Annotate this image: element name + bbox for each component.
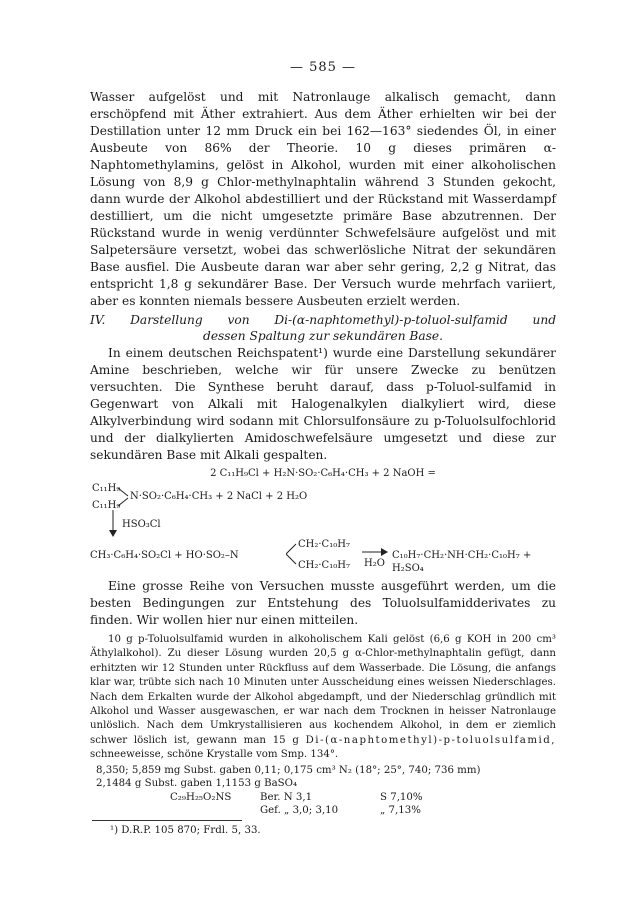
elemental-analysis-table <box>170 791 556 817</box>
found-n: Gef. „ 3,0; 3,10 <box>260 804 339 816</box>
reagent-label: HSO₃Cl <box>122 519 161 530</box>
equation-2 <box>90 482 556 512</box>
analysis-line-2: 2,1484 g Subst. gaben 1,1153 g BaSO₄ <box>96 778 298 790</box>
equation-3-substituent-bottom: CH₂·C₁₀H₇ <box>298 560 350 571</box>
calculated-n: Ber. N 3,1 <box>260 791 313 803</box>
analysis-block <box>90 764 556 791</box>
section-heading-line-2: dessen Spaltung zur sekundären Base. <box>203 329 443 343</box>
section-heading-line-1: IV. Darstellung von Di-(α-naphtomethyl)-p-toluol-sulfamid und <box>90 313 556 327</box>
equation-1: 2 C₁₁H₉Cl + H₂N·SO₂·C₆H₄·CH₃ + 2 NaOH = <box>210 468 436 479</box>
equation-3-left: CH₃·C₆H₄·SO₂Cl + HO·SO₂–N <box>90 550 239 561</box>
equation-3-water: H₂O <box>364 558 385 569</box>
experimental-end: schneeweisse, schöne Krystalle vom Smp. 134°. <box>90 749 339 761</box>
paragraph-2: In einem deutschen Reichspatent¹) wurde eine Darstellung sekundärer Amine beschrieben, welche wir für unsere Zwecke zu benützen versuchten. Die Synthese beruht darauf, dass p-Toluol-sulfamid in Gegenwart von Alkali mit Halogenalkylen dialkyliert wird, diese Alkylverbindung wird sodann mit Chlorsulfonsäure zu p-Toluolsulfochlorid und der dialkylierten Amidoschwefelsäure umgesetzt und diese zur sekundären Base mit Alkali gespalten. <box>90 346 556 462</box>
found-s: „ 7,13% <box>380 804 421 816</box>
paragraph-1: Wasser aufgelöst und mit Natronlauge alkalisch gemacht, dann erschöpfend mit Äther extrahiert. Aus dem Äther erhielten wir bei der Destillation unter 12 mm Druck ein bei 162—163° siedendes Öl, in einer Ausbeute von 86% der Theorie. 10 g dieses primären α-Naphtomethylamins, gelöst in Alkohol, wurden mit einer alkoholischen Lösung von 8,9 g Chlor-methylnaphtalin während 3 Stunden gekocht, dann wurde der Alkohol abdestilliert und der Rückstand mit Wasserdampf destilliert, um die nicht umgesetzte primäre Base abzutrennen. Der Rückstand wurde in wenig verdünnter Schwefelsäure aufgelöst und mit Salpetersäure versetzt, wobei das schwerlösliche Nitrat der sekundären Base ausfiel. Die Ausbeute daran war aber sehr gering, 2,2 g Nitrat, das entspricht 1,8 g sekundärer Base. Der Versuch wurde mehrfach variiert, aber es konnten niemals bessere Ausbeuten erzielt werden. <box>90 90 556 308</box>
formula: C₂₉H₂₅O₂NS <box>170 791 232 803</box>
down-arrow-icon <box>108 510 118 538</box>
section-heading <box>90 312 556 344</box>
experimental-paragraph <box>90 633 556 763</box>
page-number: — 585 — <box>289 60 357 75</box>
main-text-2 <box>90 578 556 629</box>
equation-2-main: N·SO₂·C₆H₄·CH₃ + 2 NaCl + 2 H₂O <box>130 491 308 502</box>
analysis-line-1: 8,350; 5,859 mg Subst. gaben 0,11; 0,175 cm³ N₂ (18°; 25°, 740; 736 mm) <box>96 764 481 776</box>
reagent-step <box>90 512 556 538</box>
calculated-s: S 7,10% <box>380 791 423 803</box>
equation-3 <box>90 538 556 572</box>
footnote-rule <box>92 820 242 821</box>
equation-3-right: C₁₀H₇·CH₂·NH·CH₂·C₁₀H₇ + H₂SO₄ <box>392 550 532 574</box>
equation-3-bonds <box>286 541 298 567</box>
footnote: ¹) D.R.P. 105 870; Frdl. 5, 33. <box>110 824 261 836</box>
equation-2-bonds <box>118 486 130 508</box>
right-arrow-icon <box>362 548 388 556</box>
reaction-scheme <box>90 467 556 572</box>
equation-2-substituent-top: C₁₁H₉ <box>92 483 121 494</box>
equation-2-substituent-bottom: C₁₁H₉ <box>92 500 121 511</box>
experimental-section <box>90 633 556 763</box>
page <box>90 60 556 837</box>
equation-3-substituent-top: CH₂·C₁₀H₇ <box>298 539 350 550</box>
compound-name: Di-(α-naphtomethyl)-p-toluolsulfamid, <box>305 734 556 746</box>
experimental-text: 10 g p-Toluolsulfamid wurden in alkoholischem Kali gelöst (6,6 g KOH in 200 cm³ Äthylalkohol). Zu dieser Lösung wurden 20,5 g α-Chlor-methylnaphtalin gefügt, dann erhitzten wir 12 Stunden unter Rückfluss auf dem Wasserbade. Die Lösung, die anfangs klar war, trübte sich nach 10 Minuten unter Ausscheidung eines weissen Niederschlages. Nach dem Erkalten wurde der Alkohol abgedampft, und der Niederschlag gründlich mit Alkohol und Wasser ausgewaschen, er war nach dem Trocknen in heisser Natronlauge unlöslich. Nach dem Umkrystallisieren aus kochendem Alkohol, in dem er ziemlich schwer löslich ist, gewann man 15 g <box>90 634 556 746</box>
main-text <box>90 89 556 464</box>
paragraph-3: Eine grosse Reihe von Versuchen musste ausgeführt werden, um die besten Bedingungen zur Entstehung des Toluolsulfamidderivates zu finden. Wir wollen hier nur einen mitteilen. <box>90 579 556 627</box>
